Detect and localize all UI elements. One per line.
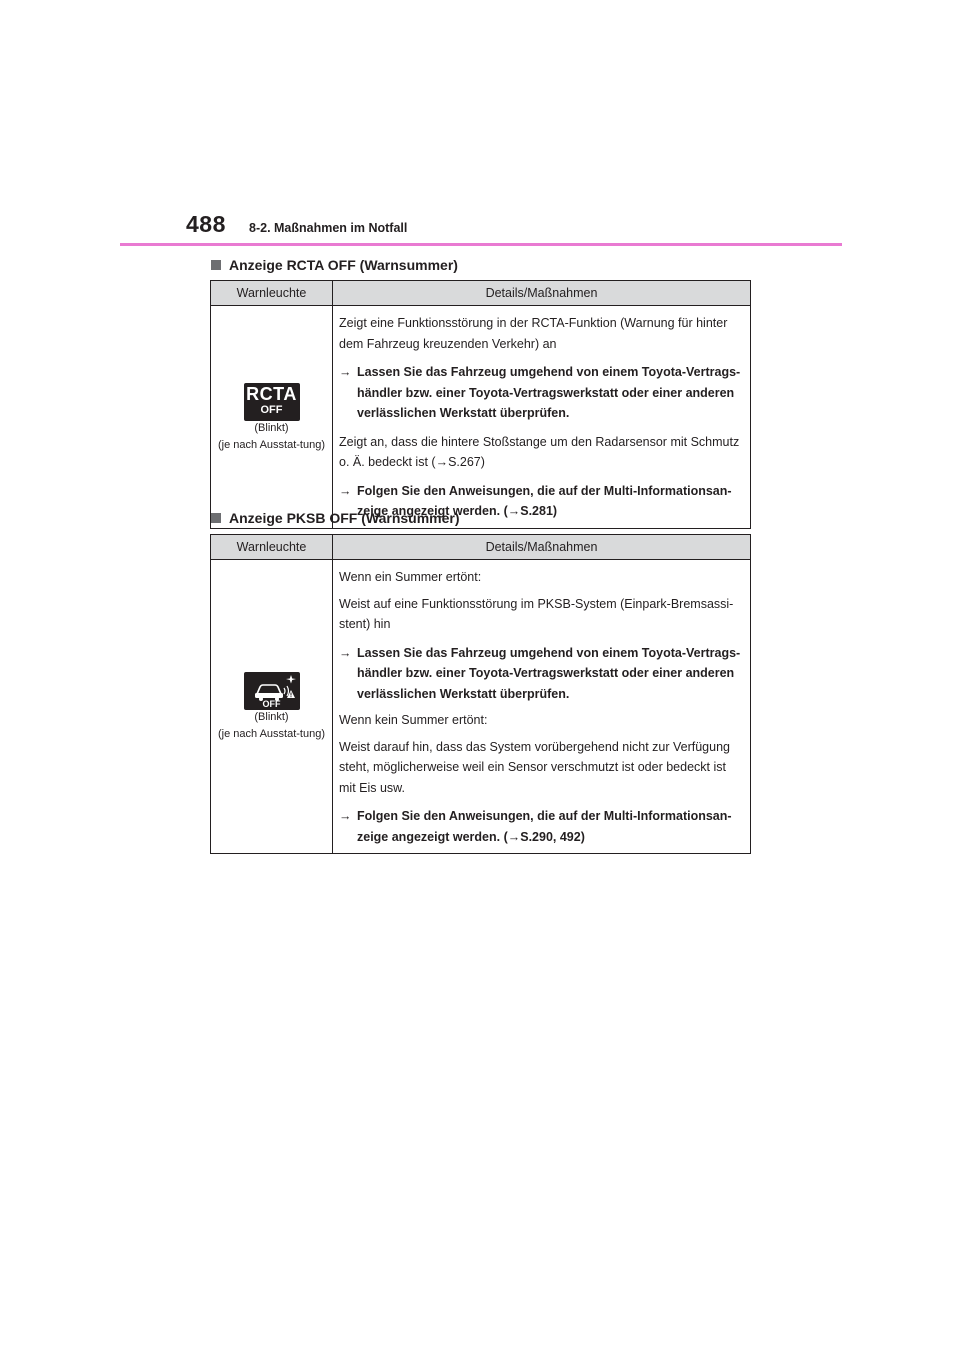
description-text: Zeigt an, dass die hintere Stoßstange um den Radarsensor mit Schmutz o. Ä. bedeckt ist (→S.267) [339,434,740,469]
right-arrow-icon: → [339,809,352,823]
rcta-icon-sub-text: OFF [260,403,283,416]
column-header-light: Warnleuchte [211,281,333,306]
column-header-light: Warnleuchte [211,535,333,560]
square-bullet-icon [211,260,221,270]
equipment-caption: (je nach Ausstat-tung) [217,438,325,451]
right-arrow-icon: → [339,483,352,498]
section-heading-text: Anzeige PKSB OFF (Warnsummer) [229,510,460,526]
blink-caption: (Blinkt) [254,421,289,434]
condition-text: Wenn ein Summer ertönt: [339,570,482,584]
pksb-warning-table [210,534,751,854]
square-bullet-icon [211,513,221,523]
description-text: Weist auf eine Funktionsstörung im PKSB-System (Einpark-Bremsassi-stent) hin [339,596,734,631]
column-header-details: Details/Maßnahmen [333,281,751,306]
action-text: Folgen Sie den Anweisungen, die auf der Multi-Informationsan-zeige angezeigt werden. (→S.281) [357,483,732,518]
rcta-warning-table [210,280,751,529]
description-text: Zeigt eine Funktionsstörung in der RCTA-Funktion (Warnung für hinter dem Fahrzeug kreuzenden Verkehr) an [339,316,728,351]
table-header-row [211,281,751,306]
description-text: Weist darauf hin, dass das System vorübergehend nicht zur Verfügung steht, möglicherweise weil ein Sensor verschmutzt ist oder bedeckt ist mit Eis usw. [339,739,730,795]
right-arrow-icon: → [339,365,352,379]
pksb-icon-sub-text: OFF [262,699,281,709]
section-heading-rcta [211,257,458,273]
indicator-cell [211,560,333,854]
details-cell [333,306,751,529]
rcta-off-icon [244,383,300,421]
page-number: 488 [186,211,226,237]
details-cell [333,560,751,854]
header-divider [120,243,842,246]
chapter-title: 8-2. Maßnahmen im Notfall [249,221,408,235]
column-header-details: Details/Maßnahmen [333,535,751,560]
action-item [339,362,744,424]
table-row [211,560,751,854]
action-text: Folgen Sie den Anweisungen, die auf der Multi-Informationsan-zeige angezeigt werden. (→S.290, 492) [357,809,732,844]
action-text: Lassen Sie das Fahrzeug umgehend von einem Toyota-Vertrags-händler bzw. einer Toyota-Vertragswerkstatt oder einer anderen verlässlichen Werkstatt überprüfen. [357,365,741,420]
rcta-icon-main-text: RCTA [246,383,297,404]
section-heading-pksb [211,510,460,526]
action-item [339,643,744,705]
indicator-cell [211,306,333,529]
table-header-row [211,535,751,560]
section-heading-text: Anzeige RCTA OFF (Warnsummer) [229,257,458,273]
action-text: Lassen Sie das Fahrzeug umgehend von einem Toyota-Vertrags-händler bzw. einer Toyota-Vertragswerkstatt oder einer anderen verlässlichen Werkstatt überprüfen. [357,645,741,701]
action-item [339,806,744,847]
pksb-off-icon [244,672,300,710]
table-row [211,306,751,529]
equipment-caption: (je nach Ausstat-tung) [217,728,325,740]
right-arrow-icon: → [339,645,352,660]
condition-text: Wenn kein Summer ertönt: [339,713,488,727]
blink-caption: (Blinkt) [254,711,289,723]
